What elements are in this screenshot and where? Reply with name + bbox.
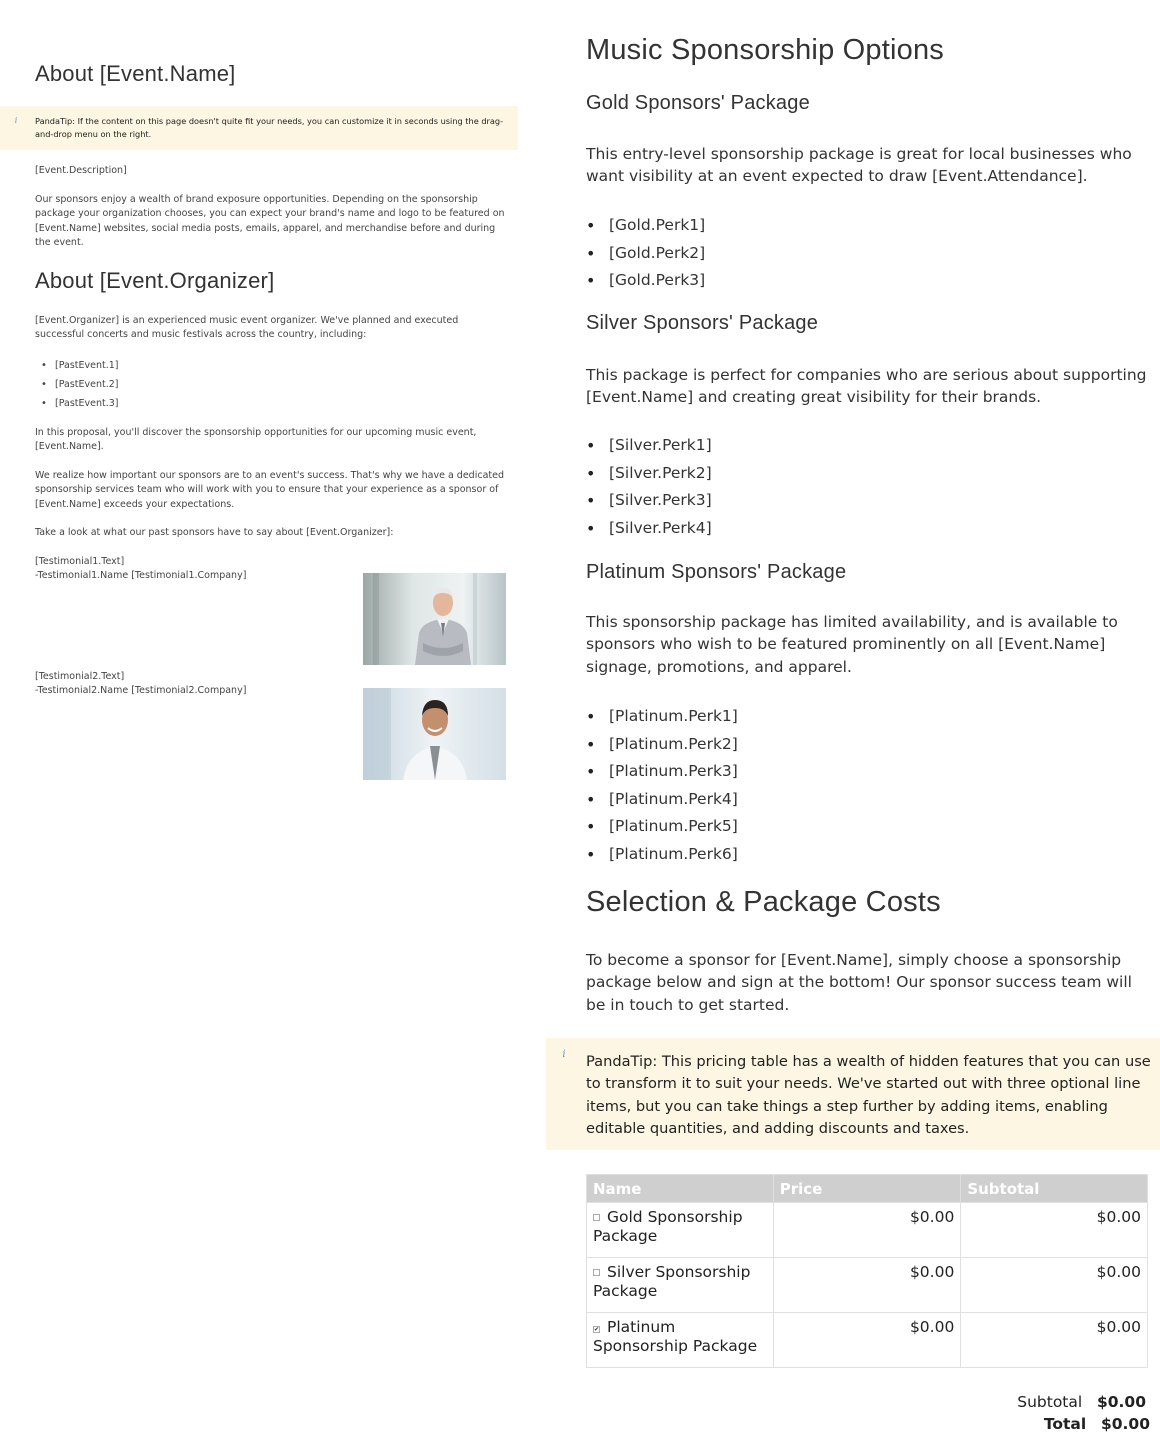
- organizer-intro: [Event.Organizer] is an experienced music event organizer. We've planned and executed successful concerts and music festivals across the country, including:: [35, 315, 459, 341]
- list-item: • [Silver.Perk4]: [586, 515, 886, 543]
- pricing-table: [586, 1174, 1148, 1368]
- pandatip-right: [546, 1038, 1160, 1150]
- list-item: • [Platinum.Perk5]: [586, 813, 886, 841]
- table-row: [587, 1203, 1148, 1258]
- row-checkbox-checked[interactable]: ✔: [594, 1326, 600, 1333]
- row-subtotal: $0.00: [961, 1203, 1148, 1258]
- list-item: • [Platinum.Perk2]: [586, 731, 886, 759]
- selection-text: To become a sponsor for [Event.Name], simply choose a sponsorship package below and sign at the bottom! Our sponsor success team will be in touch to get started.: [586, 951, 1132, 1014]
- list-item: • [PastEvent.1]: [35, 356, 335, 375]
- row-name-cell: [587, 1203, 774, 1258]
- about-event-title: About [Event.Name]: [35, 61, 236, 86]
- column-header-subtotal: Subtotal: [961, 1175, 1148, 1203]
- row-name: Gold Sponsorship Package: [593, 1208, 743, 1245]
- row-name: Silver Sponsorship Package: [593, 1263, 751, 1300]
- list-item: • [Platinum.Perk1]: [586, 703, 886, 731]
- total-value: $0.00: [1100, 1415, 1150, 1433]
- platinum-perks-list: [586, 703, 886, 868]
- table-row: [587, 1313, 1148, 1368]
- gold-perks-list: [586, 212, 886, 295]
- total-label: Total: [1043, 1415, 1087, 1433]
- row-price: $0.00: [773, 1313, 961, 1368]
- subtotal-label: Subtotal: [1017, 1393, 1083, 1411]
- about-organizer-title: About [Event.Organizer]: [35, 268, 275, 293]
- info-icon: i: [562, 1049, 566, 1060]
- list-item: • [Silver.Perk1]: [586, 432, 886, 460]
- testimonial-2-photo: [363, 688, 506, 780]
- silver-package-title: Silver Sponsors' Package: [586, 312, 819, 334]
- list-item: • [Gold.Perk1]: [586, 212, 886, 240]
- list-item: • [PastEvent.3]: [35, 394, 335, 413]
- row-checkbox[interactable]: [593, 1269, 600, 1276]
- silver-package-text: This package is perfect for companies who are serious about supporting [Event.Name] and creating great visibility for their brands.: [586, 366, 1147, 407]
- row-subtotal: $0.00: [961, 1258, 1148, 1313]
- pandatip-left-text: PandaTip: If the content on this page doesn't quite fit your needs, you can customize it in seconds using the drag-and-drop menu on the right.: [35, 116, 504, 139]
- pandatip-right-text: PandaTip: This pricing table has a wealth of hidden features that you can use to transform it to suit your needs. We've started out with three optional line items, but you can take things a step further by adding items, enabling editable quantities, and adding discounts and taxes.: [586, 1053, 1151, 1138]
- past-events-list: [35, 356, 335, 413]
- row-price: $0.00: [773, 1203, 961, 1258]
- table-row: [587, 1258, 1148, 1313]
- selection-title: Selection & Package Costs: [586, 886, 941, 918]
- platinum-package-text: This sponsorship package has limited availability, and is available to sponsors who wish to be featured prominently on all [Event.Name] signage, promotions, and apparel.: [586, 613, 1118, 676]
- realize-paragraph: We realize how important our sponsors are to an event's success. That's why we have a dedicated sponsorship services team who will work with you to ensure that your experience as a sponsor of [Event.Name] exceeds your expectations.: [35, 470, 504, 510]
- pandatip-left: [0, 106, 518, 150]
- event-description: [Event.Description]: [35, 165, 127, 176]
- look-paragraph: Take a look at what our past sponsors have to say about [Event.Organizer]:: [35, 527, 394, 538]
- row-checkbox[interactable]: [593, 1214, 600, 1221]
- testimonial-1-photo: [363, 573, 506, 665]
- testimonial-2-text: [Testimonial2.Text]: [35, 671, 125, 682]
- silver-perks-list: [586, 432, 886, 542]
- row-name-cell: [587, 1313, 774, 1368]
- list-item: • [Platinum.Perk6]: [586, 841, 886, 869]
- list-item: • [Gold.Perk3]: [586, 267, 886, 295]
- subtotal-line: [1017, 1391, 1150, 1413]
- gold-package-text: This entry-level sponsorship package is great for local businesses who want visibility at an event expected to draw [Event.Attendance].: [586, 145, 1132, 186]
- row-name: Platinum Sponsorship Package: [593, 1318, 758, 1355]
- column-header-price: Price: [773, 1175, 961, 1203]
- list-item: • [Platinum.Perk4]: [586, 786, 886, 814]
- list-item: • [Silver.Perk2]: [586, 460, 886, 488]
- platinum-package-title: Platinum Sponsors' Package: [586, 561, 847, 583]
- testimonial-1-text: [Testimonial1.Text]: [35, 556, 125, 567]
- row-name-cell: [587, 1258, 774, 1313]
- subtotal-value: $0.00: [1096, 1393, 1146, 1411]
- total-line: [1017, 1413, 1150, 1435]
- column-header-name: Name: [587, 1175, 774, 1203]
- proposal-paragraph: In this proposal, you'll discover the sponsorship opportunities for our upcoming music event, [Event.Name].: [35, 427, 477, 453]
- list-item: • [Platinum.Perk3]: [586, 758, 886, 786]
- list-item: • [Silver.Perk3]: [586, 487, 886, 515]
- about-event-paragraph: Our sponsors enjoy a wealth of brand exposure opportunities. Depending on the sponsorship package your organization chooses, you can expect your brand's name and logo to be featured on [Event.Name] websites, social media posts, emails, apparel, and merchandise before and during the event.: [35, 194, 505, 249]
- totals-block: [1017, 1391, 1150, 1435]
- testimonial-1-name: -Testimonial1.Name [Testimonial1.Company]: [35, 570, 247, 581]
- music-options-title: Music Sponsorship Options: [586, 34, 944, 66]
- row-subtotal: $0.00: [961, 1313, 1148, 1368]
- list-item: • [Gold.Perk2]: [586, 240, 886, 268]
- row-price: $0.00: [773, 1258, 961, 1313]
- testimonial-2-name: -Testimonial2.Name [Testimonial2.Company]: [35, 685, 247, 696]
- list-item: • [PastEvent.2]: [35, 375, 335, 394]
- gold-package-title: Gold Sponsors' Package: [586, 92, 810, 114]
- info-icon: i: [14, 116, 18, 125]
